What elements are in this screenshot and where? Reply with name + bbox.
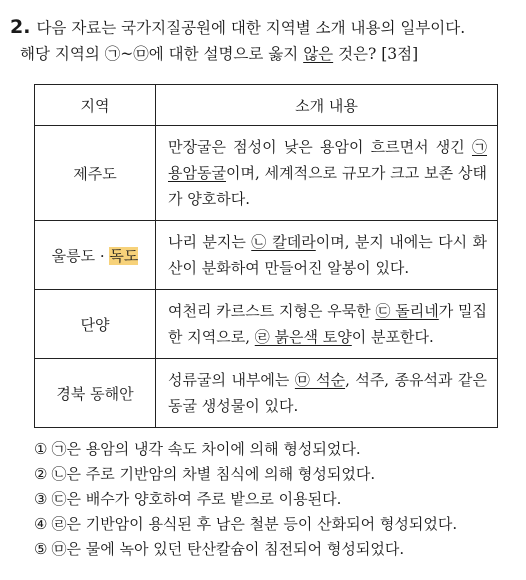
underlined-term: ㉤ 석순 [294,371,346,389]
choice-text: ㉤은 물에 녹아 있던 탄산칼슘이 침전되어 형성되었다. [51,540,405,558]
choice-text: ㉡은 주로 기반암의 차별 침식에 의해 형성되었다. [51,465,376,483]
question-emphasis: 않은 [303,45,334,63]
answer-choices [34,437,514,562]
underlined-term: ㉡ 칼데라 [251,233,316,251]
question-line-1 [8,14,518,41]
question-line-2 [8,41,518,67]
region-gyeongbuk: 경북 동해안 [35,359,156,428]
choice-marker: ④ [34,515,48,533]
region-danyang: 단양 [35,290,156,359]
description-text: 이 분포한다. [351,328,434,346]
desc-jeju [156,126,498,221]
description-text: 만장굴은 점성이 낮은 용암이 흐르면서 생긴 [168,138,472,156]
description-text: 이며, 세계적으로 규모가 크고 보존 상태가 양호하다. [168,164,487,208]
choice-marker: ③ [34,490,48,508]
table-row [35,126,498,221]
header-description: 소개 내용 [156,85,498,126]
region-ulleungdo: 울릉도 · [51,246,110,265]
table-row [35,290,498,359]
table-header-row [35,85,498,126]
choice-3[interactable] [34,487,514,512]
description-text: 나리 분지는 [168,233,252,251]
header-region: 지역 [35,85,156,126]
info-table [34,84,498,428]
choice-text: ㉣은 기반암이 용식된 후 남은 철분 등이 산화되어 형성되었다. [51,515,458,533]
underlined-term: ㉣ 붉은색 토양 [254,328,352,346]
description-text: 여천리 카르스트 지형은 우묵한 [168,302,376,320]
choice-text: ㉢은 배수가 양호하여 주로 밭으로 이용된다. [51,490,342,508]
table-row [35,359,498,428]
question-text-line2-b: 것은? [3점] [333,45,419,63]
description-text: 성류굴의 내부에는 [168,371,295,389]
region-jeju: 제주도 [35,126,156,221]
region-dokdo-highlight: 독도 [109,246,139,265]
description-text: , 석주, 종유석과 같은 동굴 생성물이 있다. [168,371,487,415]
underlined-term: ㉢ 돌리네 [375,302,439,320]
choice-1[interactable] [34,437,514,462]
underlined-term: ㉠ 용암동굴 [168,138,487,182]
desc-gyeongbuk [156,359,498,428]
choice-text: ㉠은 용암의 냉각 속도 차이에 의해 형성되었다. [51,440,361,458]
region-ulleungdo-dokdo [35,221,156,290]
question-stem [8,14,518,67]
choice-marker: ① [34,440,48,458]
description-text: 가 밀집한 지역으로, [168,302,487,346]
question-text-line2-a: 해당 지역의 ㉠~㉤에 대한 설명으로 옳지 [20,45,304,63]
choice-2[interactable] [34,462,514,487]
question-number: 2. [10,16,31,38]
desc-danyang [156,290,498,359]
choice-5[interactable] [34,537,514,562]
table-row [35,221,498,290]
question-text-line1: 다음 자료는 국가지질공원에 대한 지역별 소개 내용의 일부이다. [36,19,466,37]
description-text: 이며, 분지 내에는 다시 화산이 분화하여 만들어진 알봉이 있다. [168,233,487,277]
choice-4[interactable] [34,512,514,537]
desc-ulleungdo [156,221,498,290]
choice-marker: ⑤ [34,540,48,558]
choice-marker: ② [34,465,48,483]
